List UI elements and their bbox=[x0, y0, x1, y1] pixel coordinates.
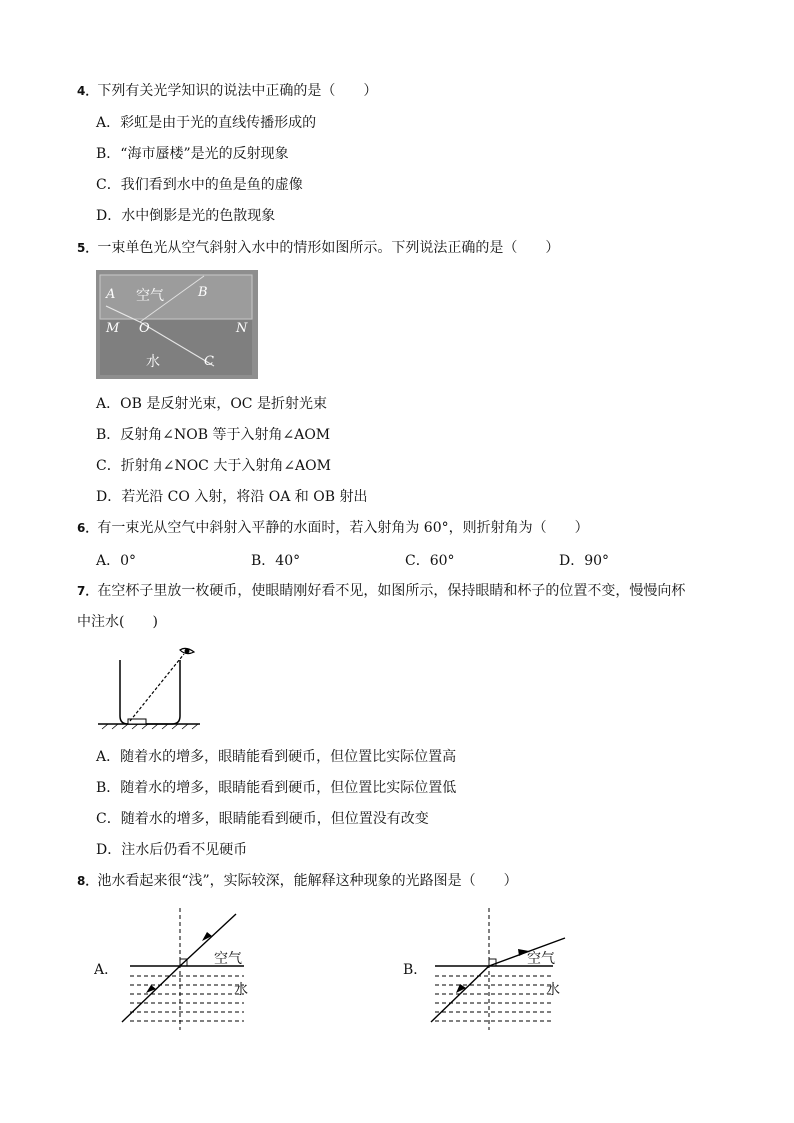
diagram-a-arrow-water bbox=[146, 985, 156, 993]
q4-stem bbox=[77, 82, 377, 100]
refraction-photo bbox=[96, 270, 258, 379]
diagram-b-water-lines bbox=[435, 976, 553, 1021]
q4-option-c[interactable]: C．我们看到水中的鱼是鱼的虚像 bbox=[96, 177, 303, 193]
q7-option-a[interactable]: A．随着水的增多，眼睛能看到硬币，但位置比实际位置高 bbox=[96, 749, 457, 765]
q7-number: 7． bbox=[77, 584, 98, 598]
photo-label-b: B bbox=[198, 285, 208, 300]
diagram-b[interactable] bbox=[403, 904, 583, 1034]
q5-option-b[interactable]: B．反射角∠NOB 等于入射角∠AOM bbox=[96, 427, 331, 443]
photo-label-o: O bbox=[139, 321, 150, 336]
q5-option-d[interactable]: D．若光沿 CO 入射，将沿 OA 和 OB 射出 bbox=[96, 489, 368, 505]
sight-line bbox=[130, 654, 184, 721]
diagram-a-arrow-air bbox=[202, 932, 212, 941]
q7-option-b[interactable]: B．随着水的增多，眼睛能看到硬币，但位置比实际位置低 bbox=[96, 780, 457, 796]
q8-stem bbox=[77, 872, 518, 890]
q6-text: 有一束光从空气中斜射入平静的水面时，若入射角为 60°，则折射角为（ ） bbox=[97, 520, 589, 536]
diagram-a-option-label: A． bbox=[94, 962, 119, 978]
q4-option-d[interactable]: D．水中倒影是光的色散现象 bbox=[96, 208, 276, 224]
eye-icon bbox=[180, 648, 194, 653]
cup-coin-figure bbox=[96, 644, 206, 734]
q8-number: 8． bbox=[77, 874, 98, 888]
diagram-b-air-label: 空气 bbox=[527, 951, 555, 967]
photo-label-m: M bbox=[106, 321, 120, 336]
photo-label-c: C bbox=[204, 354, 214, 369]
diagram-a-air-label: 空气 bbox=[214, 951, 242, 967]
q5-stem bbox=[77, 239, 559, 257]
q5-option-c[interactable]: C．折射角∠NOC 大于入射角∠AOM bbox=[96, 458, 331, 474]
diagram-b-option-label: B． bbox=[403, 962, 428, 978]
q4-option-b[interactable]: B．“海市蜃楼”是光的反射现象 bbox=[96, 146, 289, 162]
q5-option-a[interactable]: A．OB 是反射光束，OC 是折射光束 bbox=[96, 396, 327, 412]
q6-option-d[interactable]: D．90° bbox=[559, 553, 610, 569]
q6-option-c[interactable]: C．60° bbox=[405, 553, 455, 569]
q5-number: 5． bbox=[77, 241, 98, 255]
q6-number: 6． bbox=[77, 521, 98, 535]
q4-option-a[interactable]: A．彩虹是由于光的直线传播形成的 bbox=[96, 115, 317, 131]
q5-text: 一束单色光从空气斜射入水中的情形如图所示。下列说法正确的是（ ） bbox=[97, 240, 560, 256]
q6-options bbox=[96, 550, 656, 568]
diagram-b-water-label: 水 bbox=[546, 982, 560, 998]
q8-text: 池水看起来很“浅”，实际较深，能解释这种现象的光路图是（ ） bbox=[97, 873, 518, 889]
photo-label-air: 空气 bbox=[136, 288, 164, 304]
q4-text: 下列有关光学知识的说法中正确的是（ ） bbox=[97, 83, 378, 99]
q7-option-d[interactable]: D．注水后仍看不见硬币 bbox=[96, 842, 248, 858]
diagram-a[interactable] bbox=[94, 904, 274, 1034]
q6-option-b[interactable]: B．40° bbox=[251, 553, 301, 569]
q7-option-c[interactable]: C．随着水的增多，眼睛能看到硬币，但位置没有改变 bbox=[96, 811, 429, 827]
q7-text: 在空杯子里放一枚硬币，使眼睛刚好看不见，如图所示，保持眼睛和杯子的位置不变，慢慢向杯 bbox=[97, 583, 686, 599]
photo-label-n: N bbox=[236, 321, 248, 336]
q7-stem-line1 bbox=[77, 582, 685, 600]
diagram-a-water-label: 水 bbox=[234, 982, 248, 998]
q4-number: 4． bbox=[77, 84, 98, 98]
photo-label-water: 水 bbox=[146, 354, 160, 370]
q6-stem bbox=[77, 519, 589, 537]
photo-label-a: A bbox=[106, 287, 116, 302]
q7-stem-line2: 中注水( ) bbox=[77, 614, 158, 630]
q6-option-a[interactable]: A．0° bbox=[96, 553, 137, 569]
